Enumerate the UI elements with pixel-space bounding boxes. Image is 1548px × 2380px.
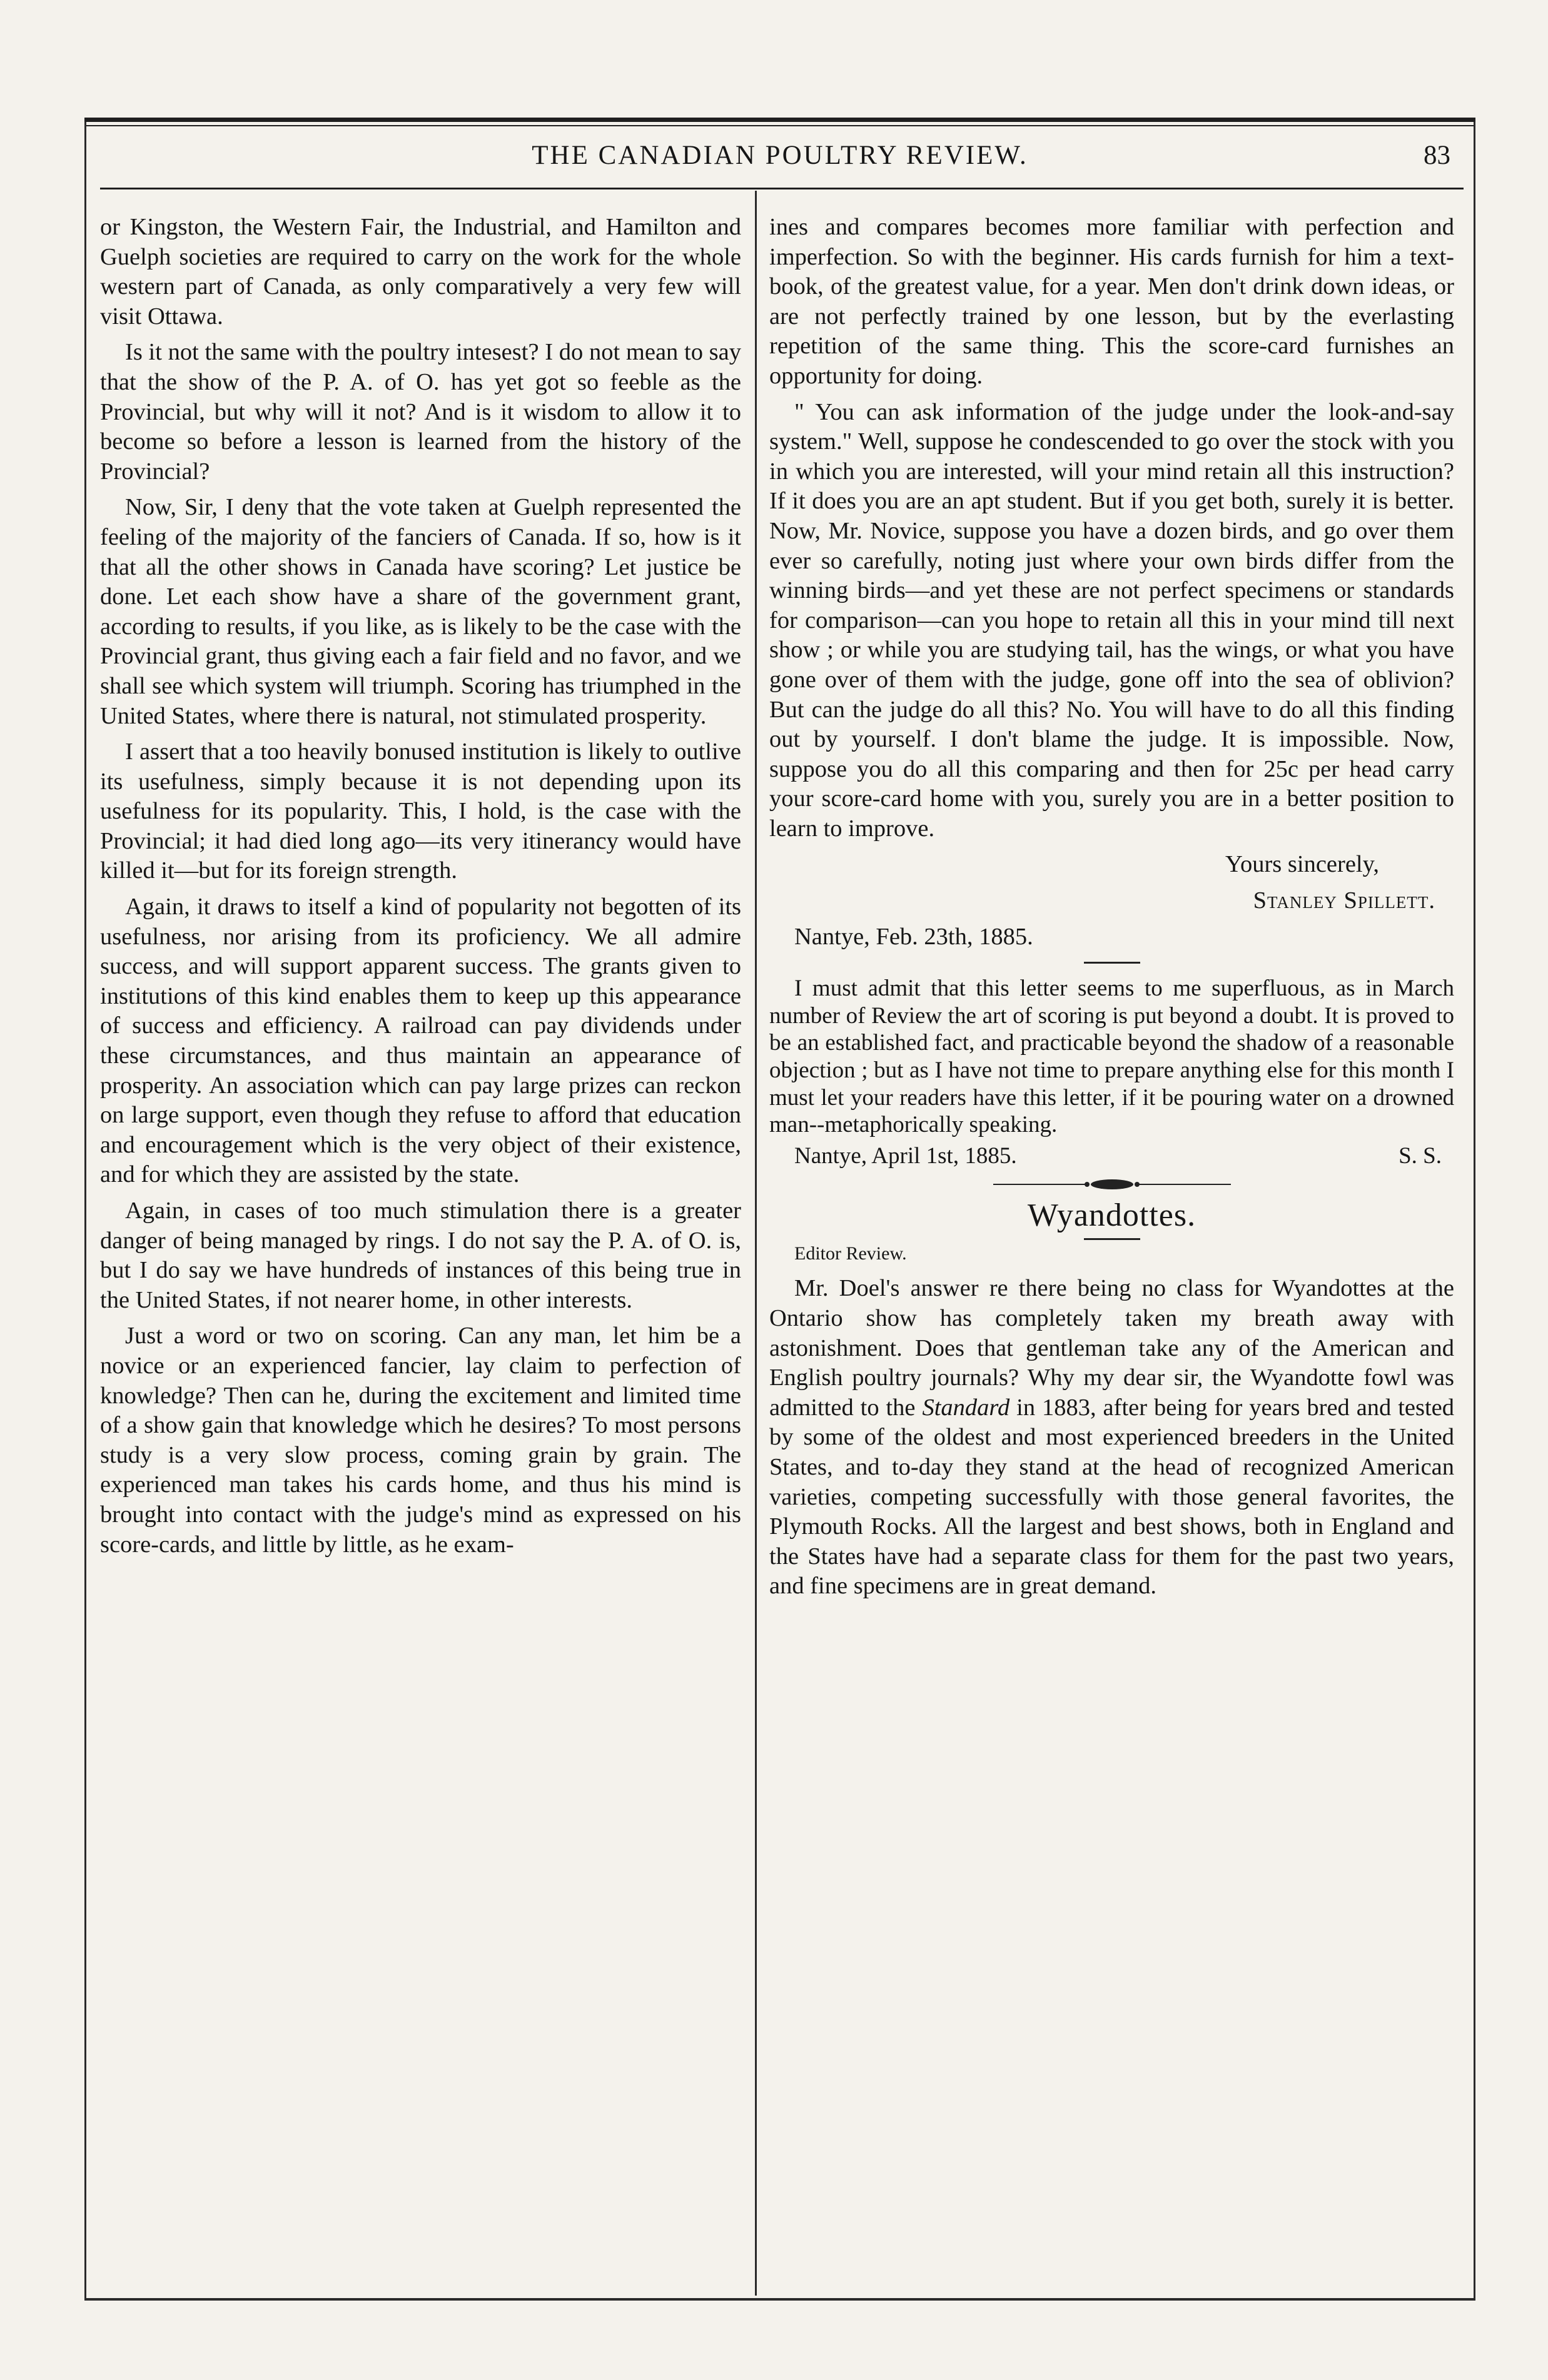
paragraph-text-part-1: Mr. Doel's answer re there being no class for Wyandottes at the Ontario show has completely taken my breath away with astonishment. Does that gentleman take any of the American and English poultry journals? Why my dear sir, the Wyandotte fowl was admitted to the <box>769 1275 1454 1421</box>
ornamental-rule-icon <box>993 1178 1231 1191</box>
letter-signature: Stanley Spillett. <box>1253 887 1435 914</box>
paragraph: ines and compares becomes more familiar with perfection and imperfection. So with the beginner. His cards furnish for him a text-book, of the greatest value, for a year. Men don't drink down ideas, or are not perfectly trained by one lesson, but by the everlasting repetition of the same thing. This the score-card furnishes an opportunity for doing. <box>769 214 1454 389</box>
paragraph: " You can ask information of the judge under the look-and-say system." Well, suppose he condescended to go over the stock with you in which you are interested, will your mind retain all this instruction? If it does you are an apt student. But if you get both, surely it is better. Now, Mr. Novice, suppose you have a dozen birds, and go over them ever so carefully, noting just where your own birds differ from the winning birds—and yet these are not perfect specimens or standards for comparison—can you hope to retain all this in your mind till next show ; or while you are studying tail, has the wings, or what you have gone over of them with the judge, gone off into the sea of oblivion? But can the judge do all this? No. You will have to do all this finding out by yourself. I don't blame the judge. It is impossible. Now, suppose you do all this comparing and then for 25c per head carry your score-card home with you, surely you are in a better position to learn to improve. <box>769 398 1454 842</box>
column-divider <box>755 191 757 2296</box>
paragraph: Just a word or two on scoring. Can any man, let him be a novice or an experienced fancier, lay claim to perfection of knowledge? Then can he, during the excitement and limited time of a show gain that knowledge which he desires? To most persons study is a very slow process, coming grain by grain. The experienced man takes his cards home, and thus his mind is brought into contact with the judge's mind as expressed on his score-cards, and little by little, as he exam- <box>100 1323 741 1558</box>
section-divider-rule <box>1084 962 1140 964</box>
editor-note-footer <box>769 1142 1454 1170</box>
editor-note-text: I must admit that this letter seems to me superfluous, as in March number of Review the art of scoring is put beyond a doubt. It is proved to be an established fact, and practicable beyond the shadow of a reasonable objection ; but as I have not time to prepare anything else for this month I must let your readers have this letter, if it be pouring water on a drowned man--metaphorically speaking. <box>769 976 1454 1138</box>
editor-note <box>769 975 1454 1169</box>
wyandotte-paragraph <box>769 1274 1454 1601</box>
journal-title: THE CANADIAN POULTRY REVIEW. <box>532 141 1028 170</box>
left-column <box>100 213 741 1566</box>
paragraph-text-part-2: in 1883, after being for years bred and tested by some of the oldest and most experienced breeders in the United States, and to-day they stand at the head of recognized American varieties, competing successfully with those general favorites, the Plymouth Rocks. All the largest and best shows, both in England and the States have had a separate class for them for the past two years, and fine specimens are in great demand. <box>769 1394 1454 1600</box>
running-head <box>84 139 1475 183</box>
paragraph: Is it not the same with the poultry intesest? I do not mean to say that the show of the P. A. of O. has yet got so feeble as the Provincial, but why will it not? And is it wisdom to allow it to become so before a lesson is learned from the history of the Provincial? <box>100 339 741 485</box>
letter-closing: Yours sincerely, <box>1225 851 1379 878</box>
right-column <box>769 213 1454 1608</box>
paragraph: or Kingston, the Western Fair, the Industrial, and Hamilton and Guelph societies are required to carry on the work for the whole western part of Canada, as only comparatively a very few will visit Ottawa. <box>100 214 741 330</box>
editor-note-initials: S. S. <box>1399 1142 1442 1169</box>
salutation: Editor Review. <box>794 1243 907 1264</box>
paragraph: Again, in cases of too much stimulation there is a greater danger of being managed by rings. I do not say the P. A. of O. is, but I do say we have hundreds of instances of this being true in the United States, if not nearer home, in other interests. <box>100 1198 741 1313</box>
paragraph: Again, it draws to itself a kind of popularity not begotten of its usefulness, nor arising from its proficiency. We all admire success, and will support apparent success. The grants given to institutions of this kind enables them to keep up this appearance of success and efficiency. A railroad can pay dividends under these circumstances, and thus maintain an appearance of prosperity. An association which can pay large prizes can reckon on large support, even though they refuse to afford that education and encouragement which is the very object of their existence, and for which they are assisted by the state. <box>100 894 741 1188</box>
section-heading-wyandottes: Wyandottes. <box>1027 1198 1196 1234</box>
top-border-rule <box>84 118 1475 122</box>
editor-note-date: Nantye, April 1st, 1885. <box>794 1142 1017 1169</box>
paragraph: I assert that a too heavily bonused institution is likely to outlive its usefulness, simply because it is not depending upon its usefulness for its popularity. This, I hold, is the case with the Provincial; it had died long ago—its very itinerancy would have killed it—but for its foreign strength. <box>100 739 741 884</box>
page-number: 83 <box>1424 141 1450 170</box>
header-rule <box>100 188 1464 189</box>
paragraph: Now, Sir, I deny that the vote taken at Guelph represented the feeling of the majority of the fanciers of Canada. If so, how is it that all the other shows in Canada have scoring? Let justice be done. Let each show have a share of the government grant, according to results, if you like, as is likely to be the case with the Provincial grant, thus giving each a fair field and no favor, and we shall see which system will triumph. Scoring has triumphed in the United States, where there is natural, not stimulated prosperity. <box>100 494 741 729</box>
letter-dateline: Nantye, Feb. 23th, 1885. <box>794 923 1033 950</box>
standard-italic: Standard <box>922 1394 1010 1421</box>
